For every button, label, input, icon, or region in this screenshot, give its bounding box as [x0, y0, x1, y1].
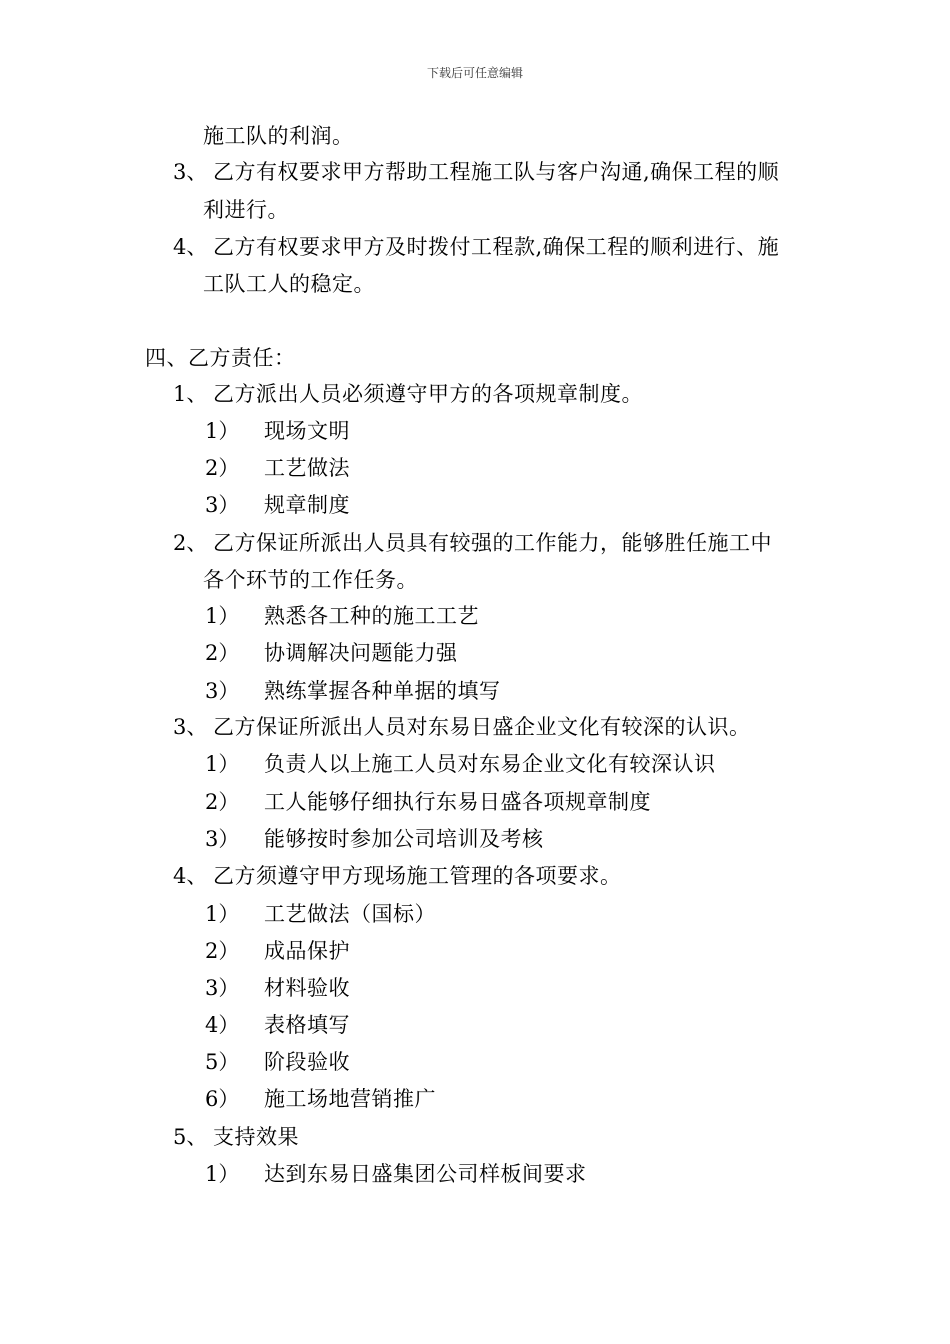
list-number: 5、 [173, 1125, 208, 1149]
sub-list-item: 现场文明 [264, 419, 350, 443]
sub-list-number: 3） [205, 976, 240, 1000]
text-line: 施工队的利润。 [203, 124, 354, 148]
text-line: 乙方派出人员必须遵守甲方的各项规章制度。 [213, 382, 643, 406]
sub-list-item: 负责人以上施工人员对东易企业文化有较深认识 [264, 752, 716, 776]
list-number: 3、 [173, 715, 208, 739]
sub-list-number: 4） [205, 1013, 240, 1037]
sub-list-number: 1） [205, 419, 240, 443]
text-line: 支持效果 [213, 1125, 299, 1149]
list-number: 2、 [173, 531, 208, 555]
sub-list-number: 3） [205, 827, 240, 851]
text-line: 工队工人的稳定。 [203, 272, 375, 296]
sub-list-number: 6） [205, 1087, 240, 1111]
sub-list-item: 材料验收 [264, 976, 350, 1000]
sub-list-number: 1） [205, 752, 240, 776]
list-number: 1、 [173, 382, 208, 406]
list-number: 4、 [173, 864, 208, 888]
text-line: 各个环节的工作任务。 [203, 568, 418, 592]
sub-list-number: 2） [205, 939, 240, 963]
sub-list-item: 工人能够仔细执行东易日盛各项规章制度 [264, 790, 651, 814]
sub-list-item: 达到东易日盛集团公司样板间要求 [264, 1162, 587, 1186]
list-number: 4、 [173, 235, 208, 259]
sub-list-number: 2） [205, 456, 240, 480]
sub-list-number: 5） [205, 1050, 240, 1074]
sub-list-item: 表格填写 [264, 1013, 350, 1037]
sub-list-item: 工艺做法 [264, 456, 350, 480]
list-number: 3、 [173, 160, 208, 184]
sub-list-number: 2） [205, 790, 240, 814]
sub-list-number: 1） [205, 1162, 240, 1186]
sub-list-item: 熟悉各工种的施工工艺 [264, 604, 479, 628]
section-heading: 四、乙方责任： [145, 346, 296, 370]
text-line: 乙方保证所派出人员对东易日盛企业文化有较深的认识。 [213, 715, 751, 739]
sub-list-item: 工艺做法（国标） [264, 902, 436, 926]
sub-list-number: 2） [205, 641, 240, 665]
text-line: 乙方有权要求甲方及时拨付工程款,确保工程的顺利进行、施 [213, 235, 780, 259]
sub-list-item: 施工场地营销推广 [264, 1087, 436, 1111]
sub-list-item: 协调解决问题能力强 [264, 641, 458, 665]
sub-list-number: 1） [205, 604, 240, 628]
sub-list-number: 3） [205, 679, 240, 703]
text-line: 乙方保证所派出人员具有较强的工作能力，能够胜任施工中 [213, 531, 772, 555]
sub-list-item: 阶段验收 [264, 1050, 350, 1074]
sub-list-item: 能够按时参加公司培训及考核 [264, 827, 544, 851]
sub-list-item: 熟练掌握各种单据的填写 [264, 679, 501, 703]
page-header: 下载后可任意编辑 [426, 66, 523, 80]
sub-list-item: 规章制度 [264, 493, 350, 517]
text-line: 乙方有权要求甲方帮助工程施工队与客户沟通,确保工程的顺 [213, 160, 780, 184]
text-line: 乙方须遵守甲方现场施工管理的各项要求。 [213, 864, 622, 888]
sub-list-number: 3） [205, 493, 240, 517]
sub-list-item: 成品保护 [264, 939, 350, 963]
text-line: 利进行。 [203, 198, 289, 222]
sub-list-number: 1） [205, 902, 240, 926]
